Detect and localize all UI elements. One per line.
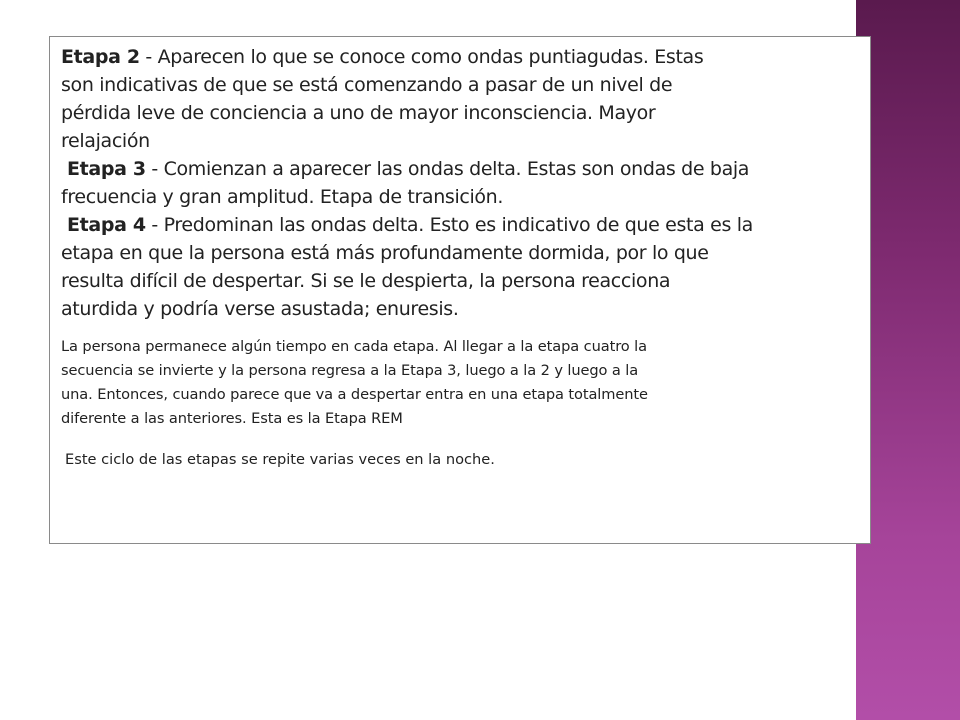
stage-2-line-3: pérdida leve de conciencia a uno de mayor inconsciencia. Mayor — [61, 102, 656, 124]
stage-4-line-3: resulta difícil de despertar. Si se le despierta, la persona reacciona — [61, 270, 671, 292]
cycle-line-3: una. Entonces, cuando parece que va a despertar entra en una etapa totalmente — [61, 386, 648, 403]
cycle-line-2: secuencia se invierte y la persona regresa a la Etapa 3, luego a la 2 y luego a la — [61, 362, 639, 379]
stage-4-line-2: etapa en que la persona está más profundamente dormida, por lo que — [61, 242, 709, 264]
sleep-stages-paragraph — [61, 43, 860, 323]
stage-3-line-1 — [61, 155, 860, 183]
stage-3-label: Etapa 3 — [67, 158, 146, 180]
stage-4-line-4: aturdida y podría verse asustada; enuresis. — [61, 298, 459, 320]
stage-2-label: Etapa 2 — [61, 46, 140, 68]
closing-paragraph: Este ciclo de las etapas se repite varias veces en la noche. — [65, 451, 495, 468]
stage-2-line-4: relajación — [61, 130, 150, 152]
cycle-line-1: La persona permanece algún tiempo en cada etapa. Al llegar a la etapa cuatro la — [61, 338, 647, 355]
decorative-side-band — [856, 0, 960, 720]
stage-2-line-1 — [61, 43, 860, 71]
stage-4-line-1 — [61, 211, 860, 239]
stage-4-text: - Predominan las ondas delta. Esto es indicativo de que esta es la — [145, 214, 753, 236]
stage-3-line-2: frecuencia y gran amplitud. Etapa de transición. — [61, 186, 504, 208]
stage-2-line-2: son indicativas de que se está comenzando a pasar de un nivel de — [61, 74, 673, 96]
sleep-cycle-paragraph — [61, 335, 860, 431]
cycle-line-4: diferente a las anteriores. Esta es la Etapa REM — [61, 410, 403, 427]
stage-3-text: - Comienzan a aparecer las ondas delta. Estas son ondas de baja — [145, 158, 750, 180]
slide-text-box — [49, 36, 871, 544]
stage-4-label: Etapa 4 — [67, 214, 146, 236]
stage-2-text: - Aparecen lo que se conoce como ondas puntiagudas. Estas — [139, 46, 704, 68]
